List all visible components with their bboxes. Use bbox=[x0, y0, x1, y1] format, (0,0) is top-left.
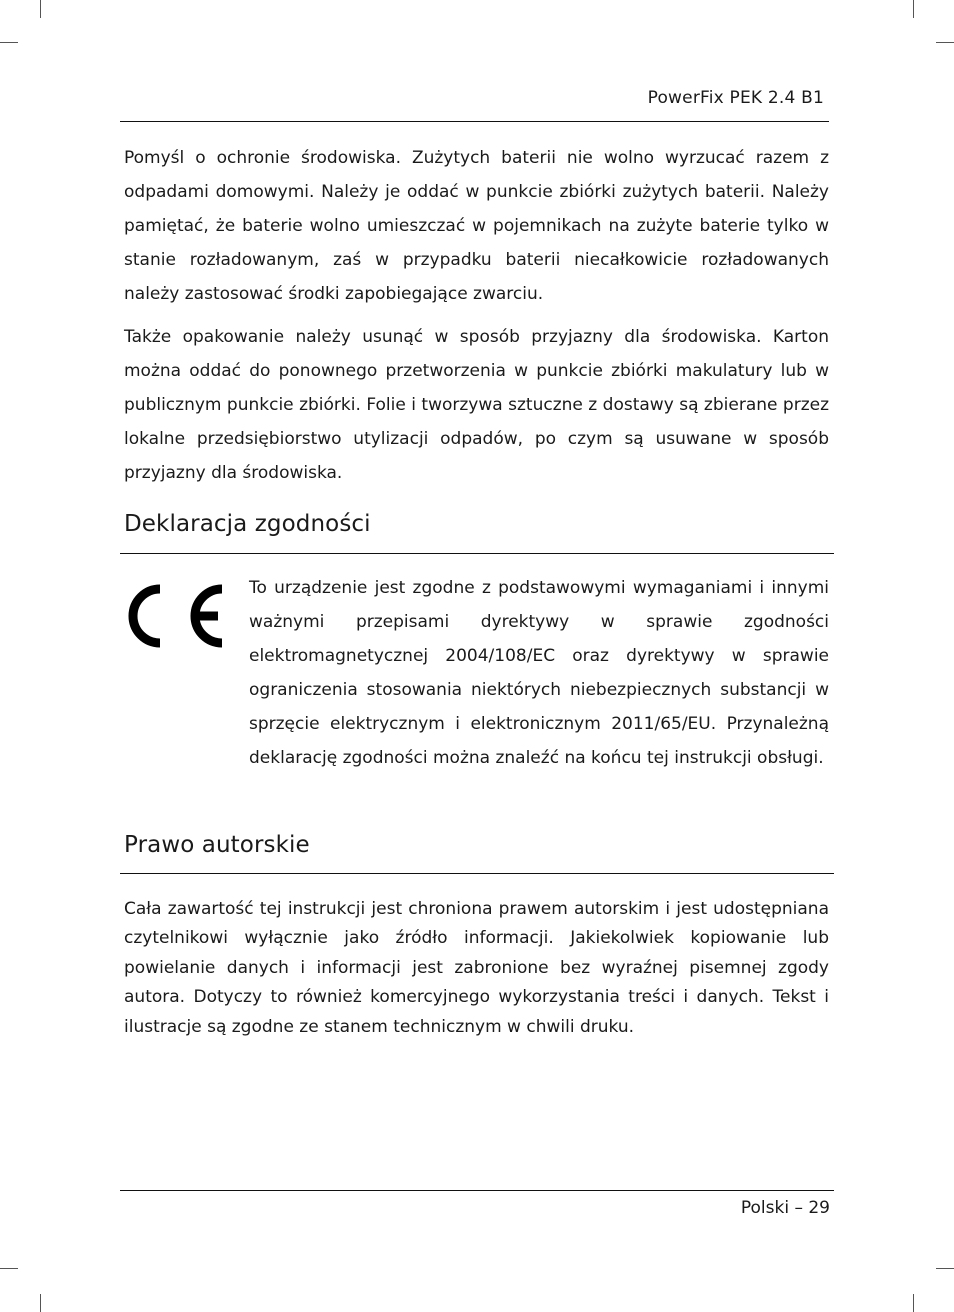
page-number: Polski – 29 bbox=[740, 1198, 830, 1218]
crop-mark-left-bottom bbox=[0, 1268, 18, 1269]
footer-rule bbox=[120, 1190, 834, 1191]
copyright-heading-rule bbox=[120, 873, 834, 874]
copyright-heading: Prawo autorskie bbox=[124, 832, 310, 858]
crop-mark-top-right bbox=[913, 0, 914, 18]
crop-mark-right-bottom bbox=[936, 1268, 954, 1269]
header-rule bbox=[120, 121, 829, 122]
declaration-heading: Deklaracja zgodności bbox=[124, 511, 371, 537]
copyright-paragraph: Cała zawartość tej instrukcji jest chroniona prawem autorskim i jest udostępniana czytelnikowi wyłącznie jako źródło informacji. Jakiekolwiek kopiowanie lub powielanie danych i informacji jest zabronione bez wyraźnej pisemnej zgody autora. Dotyczy to również komercyjnego wykorzystania treści i danych. Tekst i ilustracje są zgodne ze stanem technicznym w chwili druku. bbox=[124, 899, 829, 1037]
ce-mark-icon bbox=[122, 578, 228, 654]
declaration-heading-rule bbox=[120, 553, 834, 554]
environment-paragraph-2: Także opakowanie należy usunąć w sposób przyjazny dla środowiska. Karton można oddać do ponownego przetworzenia w punkcie zbiórki makulatury lub w publicznym punkcie zbiórki. Folie i tworzywa sztuczne z dostawy są zbierane przez lokalne przedsiębiorstwo utylizacji odpadów, po czym są usuwane w sposób przyjazny dla środowiska. bbox=[124, 327, 829, 483]
environment-paragraph-1: Pomyśl o ochronie środowiska. Zużytych baterii nie wolno wyrzucać razem z odpadami domowymi. Należy je oddać w punkcie zbiórki zużytych baterii. Należy pamiętać, że baterie wolno umieszczać w pojemnikach na zużyte baterie tylko w stanie rozładowanym, zaś w przypadku baterii niecałkowicie rozładowanych należy zastosować środki zapobiegające zwarciu. bbox=[124, 148, 829, 304]
crop-mark-bottom-left bbox=[40, 1294, 41, 1312]
crop-mark-left-top bbox=[0, 42, 18, 43]
declaration-text: To urządzenie jest zgodne z podstawowymi wymaganiami i innymi ważnymi przepisami dyrektywy w sprawie zgodności elektromagnetycznej 2004/108/EC oraz dyrektywy w sprawie ograniczenia stosowania niektórych niebezpiecznych substancji w sprzęcie elektrycznym i elektronicznym 2011/65/EU. Przynależną deklarację zgodności można znaleźć na końcu tej instrukcji obsługi. bbox=[249, 578, 829, 768]
crop-mark-top-left bbox=[40, 0, 41, 18]
running-header: PowerFix PEK 2.4 B1 bbox=[647, 88, 824, 108]
crop-mark-bottom-right bbox=[913, 1294, 914, 1312]
crop-mark-right-top bbox=[936, 42, 954, 43]
